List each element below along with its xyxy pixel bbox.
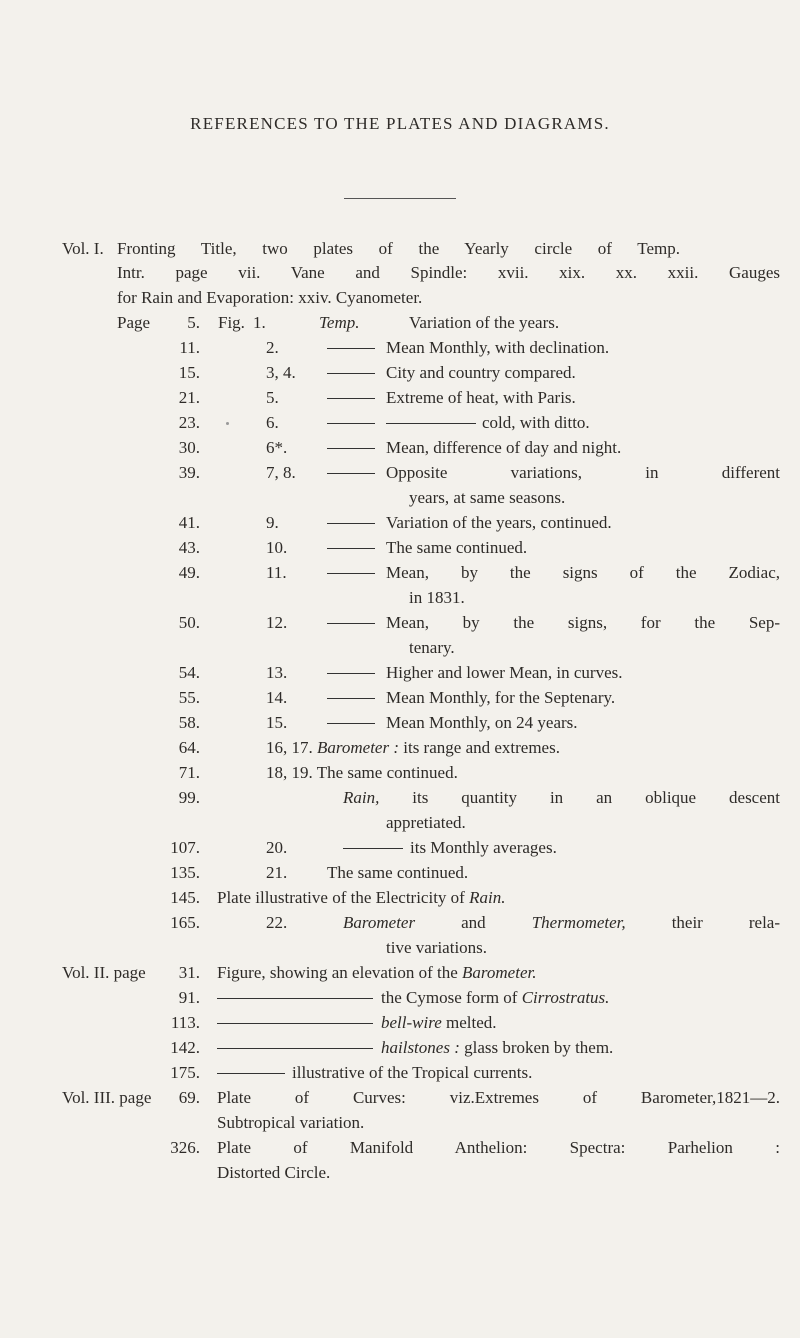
reference-text: 18, 19. The same continued. (266, 763, 458, 782)
ditto-dash (327, 363, 375, 383)
fig-number: 14. (266, 688, 288, 707)
ditto-dash (327, 338, 375, 358)
ditto-dash (327, 463, 375, 483)
reference-text: 16, 17. Barometer : its range and extremes. (266, 738, 560, 757)
page-number: 145. (170, 888, 200, 907)
page-number: 55. (178, 688, 200, 707)
reference-text: Rain, its quantity in an oblique descent (343, 788, 780, 807)
reference-text: its Monthly averages. (410, 838, 557, 857)
page-number: 64. (178, 738, 200, 757)
page-number: 165. (170, 913, 200, 932)
fig-number: 15. (266, 713, 288, 732)
page-number: 31. (178, 963, 200, 982)
ditto-dash (327, 538, 375, 558)
margin-mark (226, 422, 229, 425)
page-number: 135. (170, 863, 200, 882)
fig-number: 1. (253, 313, 266, 332)
reference-text: Opposite variations, in different (386, 463, 780, 482)
fig-number: 3, 4. (266, 363, 296, 382)
ditto-dash (327, 713, 375, 733)
vol2-label: Vol. II. page (62, 963, 146, 982)
fig-number: 11. (266, 563, 287, 582)
ditto-dash (343, 838, 403, 858)
reference-text: Plate illustrative of the Electricity of Rain. (217, 888, 506, 907)
vol1-intro-line: Fronting Title, two plates of the Yearly circle of Temp. (117, 239, 680, 258)
reference-text: Mean, difference of day and night. (386, 438, 622, 457)
page-number: 142. (170, 1038, 200, 1057)
reference-text: Variation of the years, continued. (386, 513, 612, 532)
reference-text: Mean, by the signs, for the Sep- (386, 613, 780, 632)
page-number: 30. (178, 438, 200, 457)
ditto-dash (217, 1063, 285, 1083)
page-number: 99. (178, 788, 200, 807)
ditto-dash (217, 988, 373, 1008)
fig-number: 6. (266, 413, 279, 432)
reference-text: Mean Monthly, on 24 years. (386, 713, 578, 732)
temp-heading: Temp. (319, 313, 360, 332)
page-number: 113. (170, 1013, 200, 1032)
reference-text: the Cymose form of Cirrostratus. (381, 988, 610, 1007)
ditto-dash (327, 563, 375, 583)
reference-text: Extreme of heat, with Paris. (386, 388, 576, 407)
page-number: 326. (170, 1138, 200, 1157)
ditto-dash (327, 438, 375, 458)
page-number: 107. (170, 838, 200, 857)
page-number: 39. (178, 463, 200, 482)
fig-number: 12. (266, 613, 288, 632)
ditto-dash (327, 413, 375, 433)
page-number: 15. (178, 363, 200, 382)
fig-number: 22. (266, 913, 288, 932)
ditto-dash (217, 1013, 373, 1033)
page-number: 69. (178, 1088, 200, 1107)
fig-number: 2. (266, 338, 279, 357)
ditto-dash (327, 688, 375, 708)
page-number: 21. (178, 388, 200, 407)
page-number: 23. (178, 413, 200, 432)
vol3-label: Vol. III. page (62, 1088, 152, 1107)
page-heading: Page (117, 313, 151, 332)
reference-text: City and country compared. (386, 363, 576, 382)
ditto-dash (327, 613, 375, 633)
fig-number: 13. (266, 663, 288, 682)
page-number: 50. (178, 613, 200, 632)
page-number: 43. (178, 538, 200, 557)
page-number: 175. (170, 1063, 200, 1082)
reference-text: illustrative of the Tropical currents. (292, 1063, 533, 1082)
ditto-dash (327, 388, 375, 408)
ditto-dash (386, 413, 476, 433)
page-number: 91. (178, 988, 200, 1007)
vol1-label: Vol. I. (62, 239, 104, 258)
fig-number: 21. (266, 863, 288, 882)
vol1-intro-line: for Rain and Evaporation: xxiv. Cyanometer. (117, 288, 423, 307)
reference-text-continued: tive variations. (386, 938, 488, 957)
page-number: 5. (187, 313, 200, 332)
page-number: 49. (178, 563, 200, 582)
page-number: 71. (178, 763, 200, 782)
reference-text-continued: tenary. (409, 638, 455, 657)
reference-text: Mean Monthly, with declination. (386, 338, 610, 357)
vol1-intro-line: Intr. page vii. Vane and Spindle: xvii. xix. xx. xxii. Gauges (117, 263, 780, 282)
reference-text-continued: Subtropical variation. (217, 1113, 365, 1132)
page-number: 58. (178, 713, 200, 732)
page-number: 54. (178, 663, 200, 682)
reference-text: Plate of Manifold Anthelion: Spectra: Parhelion : (217, 1138, 780, 1157)
reference-text: Mean, by the signs of the Zodiac, (386, 563, 780, 582)
fig-number: 9. (266, 513, 279, 532)
page-number: 41. (178, 513, 200, 532)
reference-text: cold, with ditto. (482, 413, 590, 432)
reference-text: Plate of Curves: viz.Extremes of Barometer,1821—2. (217, 1088, 780, 1107)
fig-number: 20. (266, 838, 288, 857)
reference-text: hailstones : glass broken by them. (381, 1038, 614, 1057)
page-title: REFERENCES TO THE PLATES AND DIAGRAMS. (190, 114, 610, 133)
reference-text: Figure, showing an elevation of the Barometer. (217, 963, 537, 982)
fig-number: 10. (266, 538, 288, 557)
reference-text: The same continued. (386, 538, 528, 557)
reference-text-continued: years, at same seasons. (409, 488, 566, 507)
fig-number: 5. (266, 388, 279, 407)
reference-text-continued: in 1831. (409, 588, 465, 607)
fig-number: 7, 8. (266, 463, 296, 482)
fig-heading: Fig. (218, 313, 245, 332)
reference-text-continued: appretiated. (386, 813, 466, 832)
ditto-dash (217, 1038, 373, 1058)
page-number: 11. (179, 338, 200, 357)
reference-text: Higher and lower Mean, in curves. (386, 663, 623, 682)
reference-text: Variation of the years. (409, 313, 560, 332)
fig-number: 6*. (266, 438, 288, 457)
reference-text: The same continued. (327, 863, 469, 882)
reference-text: Mean Monthly, for the Septenary. (386, 688, 616, 707)
ditto-dash (327, 513, 375, 533)
title-rule (344, 198, 456, 199)
reference-text-continued: Distorted Circle. (217, 1163, 331, 1182)
ditto-dash (327, 663, 375, 683)
reference-text: bell-wire melted. (381, 1013, 497, 1032)
reference-text: Barometer and Thermometer, their rela- (343, 913, 781, 932)
